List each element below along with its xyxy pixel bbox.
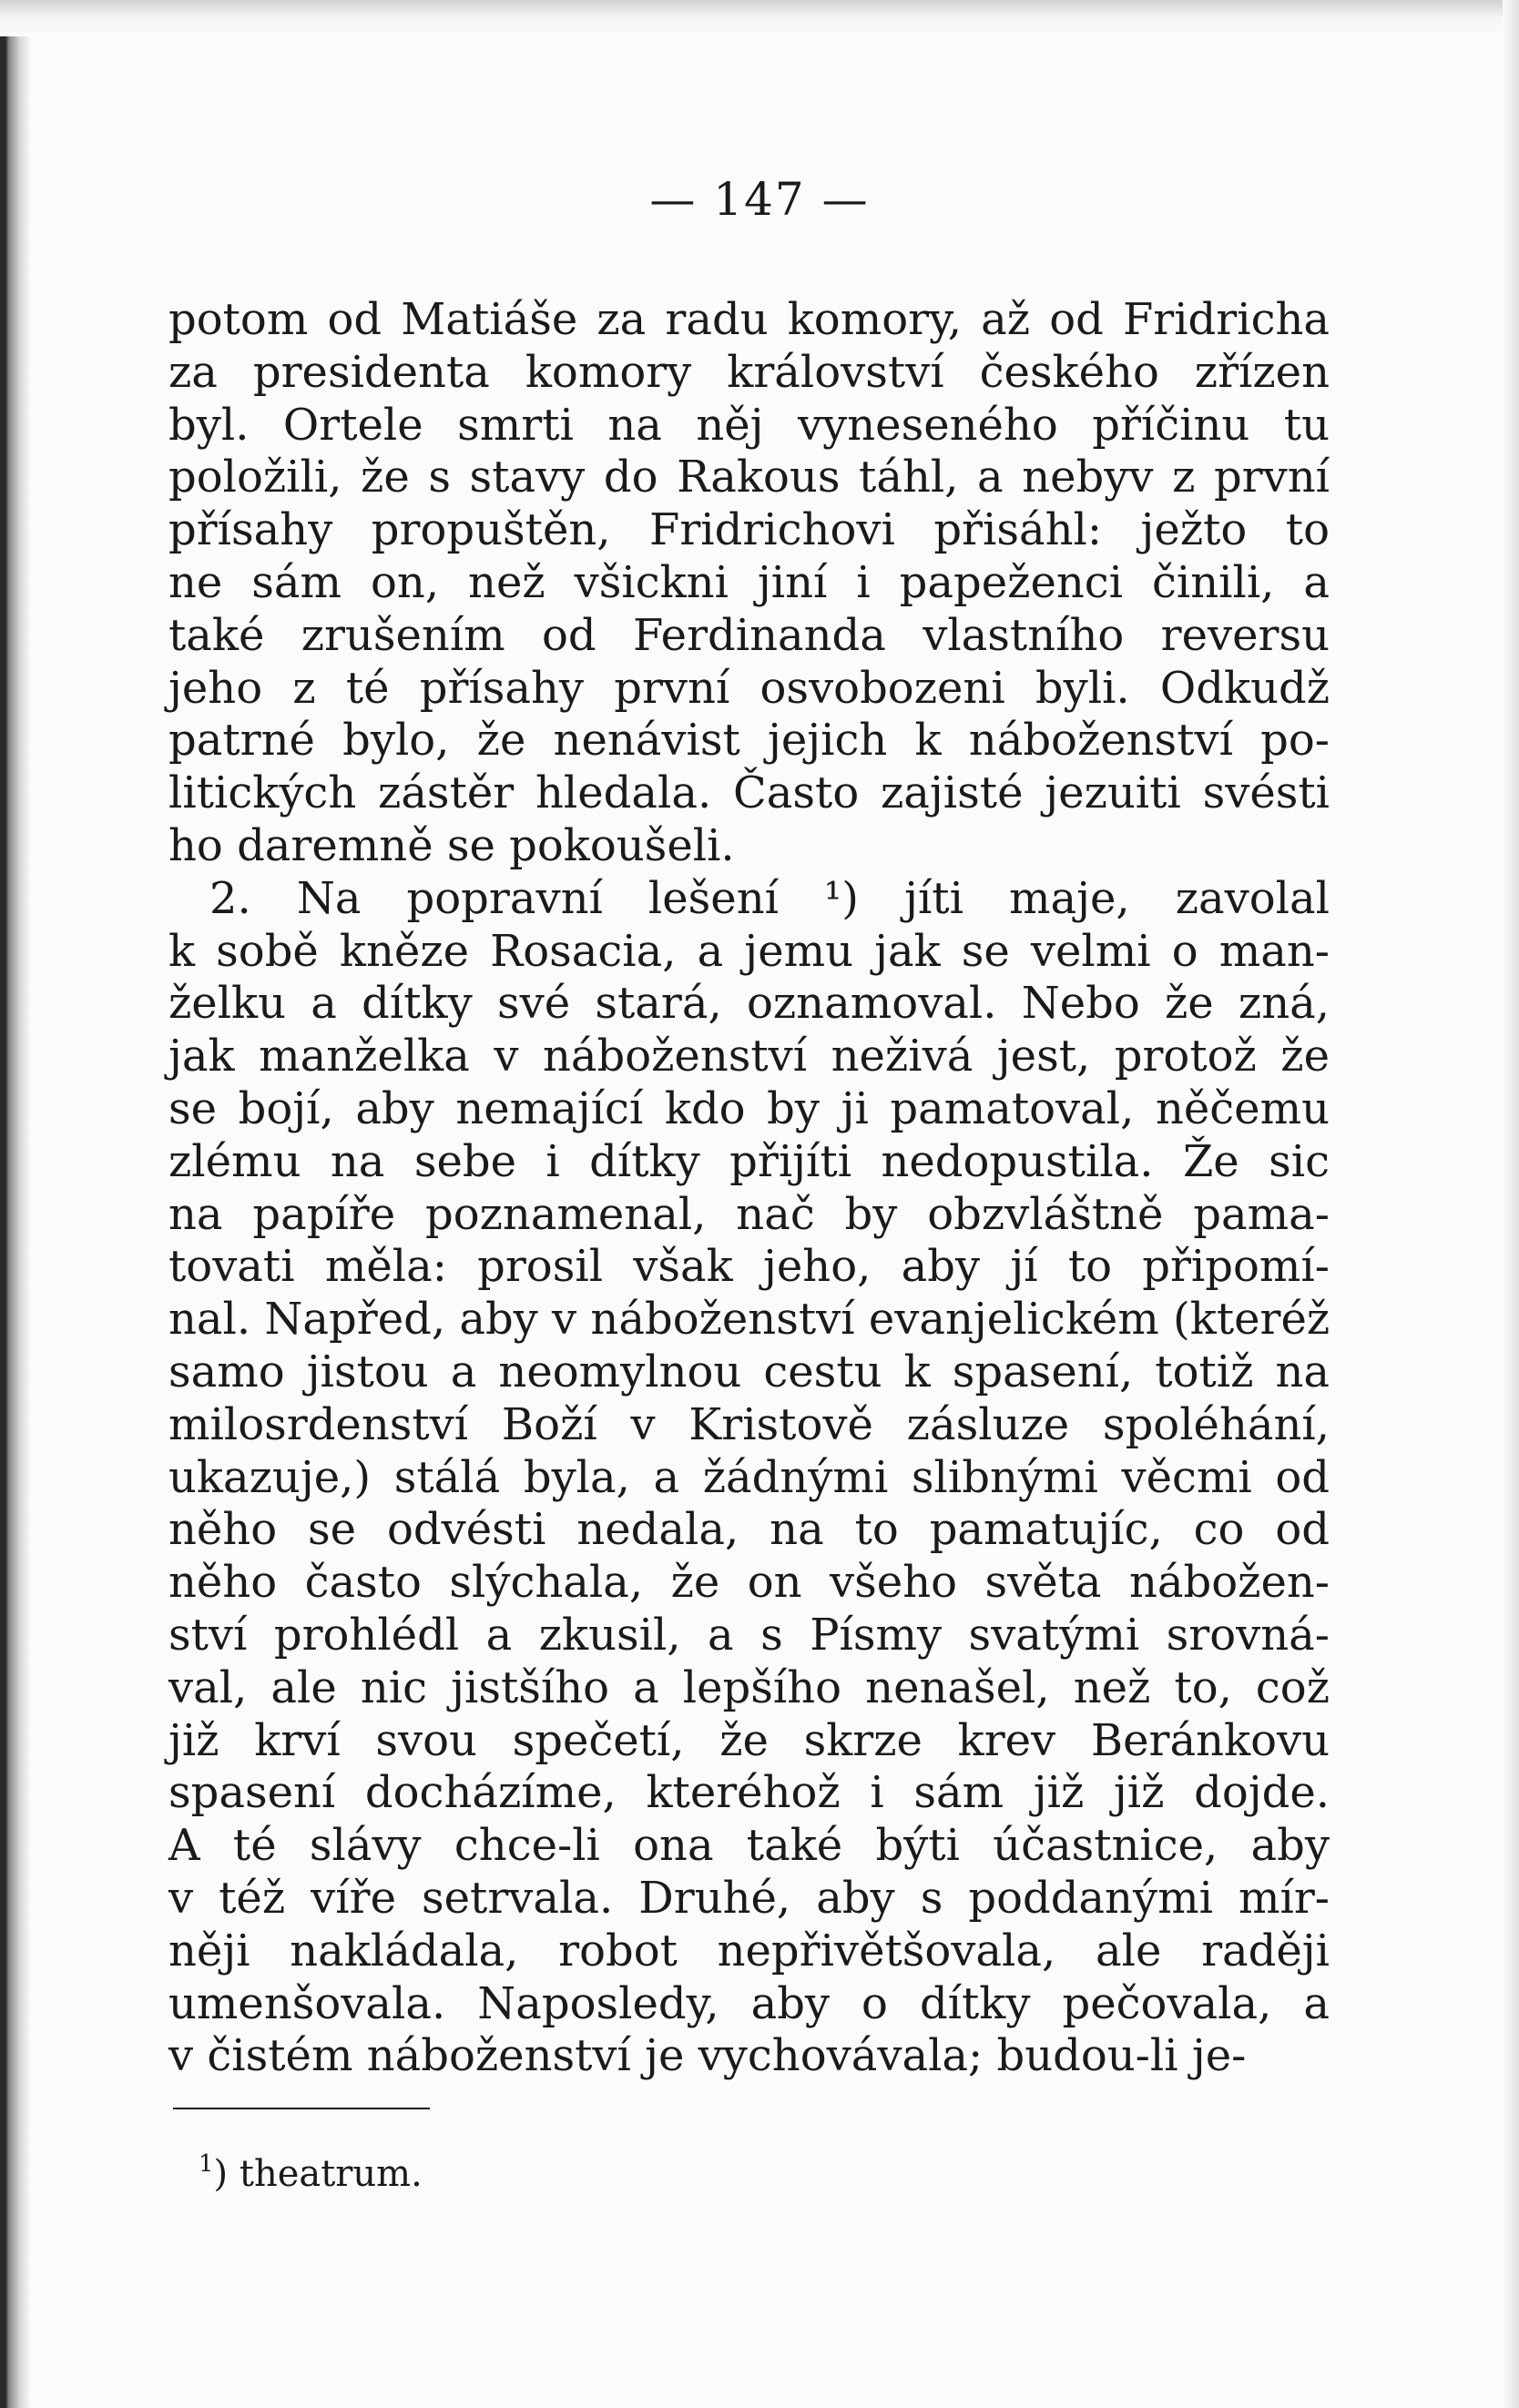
text-line: k sobě kněze Rosacia, a jemu jak se velmi o man- xyxy=(168,925,1330,977)
text-line: položili, že s stavy do Rakous táhl, a nebyv z první xyxy=(168,452,1330,503)
text-line: želku a dítky své stará, oznamoval. Nebo že zná, xyxy=(168,978,1330,1030)
text-line: v též víře setrvala. Druhé, aby s poddanými mír- xyxy=(168,1872,1330,1924)
text-line: něho často slýchala, že on všeho světa nábožen- xyxy=(168,1557,1330,1609)
text-line: na papíře poznamenal, nač by obzvláštně pama- xyxy=(168,1188,1330,1240)
page-right-shadow xyxy=(1503,0,1519,2408)
text-line: se bojí, aby nemající kdo by ji pamatoval, něčemu xyxy=(168,1082,1330,1134)
text-line: nal. Napřed, aby v náboženství evanjelickém (kteréž xyxy=(168,1294,1330,1346)
text-line: tovati měla: prosil však jeho, aby jí to připomí- xyxy=(168,1241,1330,1293)
text-line: již krví svou spečetí, že skrze krev Beránkovu xyxy=(168,1714,1330,1766)
page-binding-shadow xyxy=(0,0,31,2408)
text-line: 2. Na popravní lešení ¹) jíti maje, zavolal xyxy=(209,872,1330,924)
text-line: ství prohlédl a zkusil, a s Písmy svatými srovná- xyxy=(168,1609,1330,1661)
text-line: ukazuje,) stálá byla, a žádnými slibnými věcmi od xyxy=(168,1451,1330,1503)
text-line: za presidenta komory království českého zřízen xyxy=(168,346,1330,398)
text-line: A té slávy chce-li ona také býti účastnice, aby xyxy=(168,1820,1330,1872)
text-line: také zrušením od Ferdinanda vlastního reversu xyxy=(168,609,1330,661)
text-line: jeho z té přísahy první osvobozeni byli. Odkudž xyxy=(168,662,1330,714)
text-line: jak manželka v náboženství neživá jest, protož že xyxy=(168,1031,1330,1082)
page-number: — 147 — xyxy=(649,173,870,226)
text-line: něji nakládala, robot nepřivětšovala, ale raději xyxy=(168,1925,1330,1976)
text-line: byl. Ortele smrti na něj vyneseného příčinu tu xyxy=(168,399,1330,451)
text-line: v čistém náboženství je vychovávala; budou-li je- xyxy=(168,2030,1247,2082)
footnote xyxy=(199,2150,423,2195)
text-line: potom od Matiáše za radu komory, až od Fridricha xyxy=(168,294,1330,345)
text-line: samo jistou a neomylnou cestu k spasení, totiž na xyxy=(168,1346,1330,1397)
text-line: ho daremně se pokoušeli. xyxy=(168,819,735,871)
text-line: ne sám on, než všickni jiní i papeženci činili, a xyxy=(168,556,1330,608)
text-line: něho se odvésti nedala, na to pamatujíc, co od xyxy=(168,1504,1330,1556)
text-line: přísahy propuštěn, Fridrichovi přisáhl: ježto to xyxy=(168,504,1330,556)
body-text xyxy=(168,294,1330,2083)
footnote-text: ) theatrum. xyxy=(213,2153,423,2195)
text-line: zlému na sebe i dítky přijíti nedopustila. Že sic xyxy=(168,1135,1330,1187)
footnote-divider xyxy=(173,2108,430,2109)
page-top-shadow xyxy=(0,0,1519,36)
text-line: litických zástěr hledala. Často zajisté jezuiti svésti xyxy=(168,767,1330,819)
text-line: umenšovala. Naposledy, aby o dítky pečovala, a xyxy=(168,1977,1330,2029)
text-line: patrné bylo, že nenávist jejich k náboženství po- xyxy=(168,715,1330,767)
text-line: spasení docházíme, kteréhož i sám již již dojde. xyxy=(168,1767,1330,1819)
text-line: milosrdenství Boží v Kristově zásluze spoléhání, xyxy=(168,1398,1330,1450)
text-line: val, ale nic jistšího a lepšího nenašel, než to, což xyxy=(168,1661,1330,1713)
footnote-marker: 1 xyxy=(199,2150,214,2178)
